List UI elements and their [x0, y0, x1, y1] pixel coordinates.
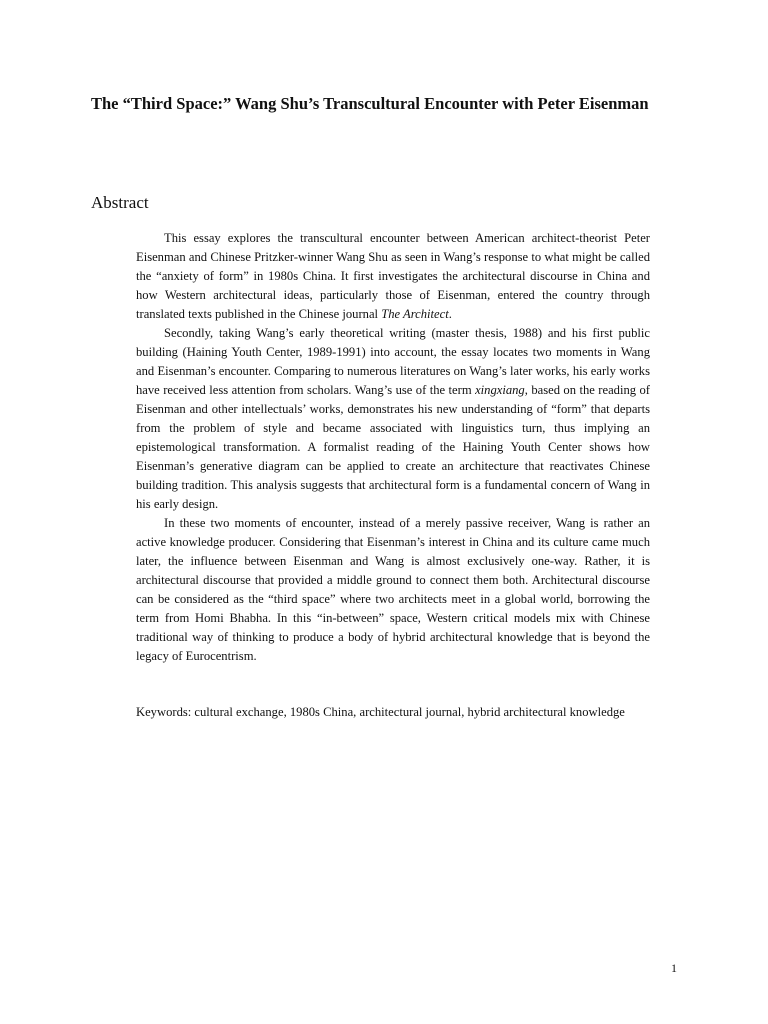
- paragraph-text: , based on the reading of Eisenman and other intellectuals’ works, demonstrates his new understanding of “form” that departs from the problem of style and became associated with linguistics turn, thus implying an epistemological transformation. A formalist reading of the Haining Youth Center shows how Eisenman’s generative diagram can be applied to create an architecture that reactivates Chinese building tradition. This analysis suggests that architectural form is a fundamental concern of Wang in his early design.: [136, 383, 650, 511]
- abstract-paragraph: [136, 514, 650, 666]
- abstract-paragraph: [136, 229, 650, 324]
- abstract-paragraph: [136, 324, 650, 514]
- keywords: Keywords: cultural exchange, 1980s China, architectural journal, hybrid architectural knowledge: [136, 705, 625, 719]
- italic-term: xingxiang: [475, 383, 525, 397]
- paragraph-text: This essay explores the transcultural encounter between American architect-theorist Peter Eisenman and Chinese Pritzker-winner Wang Shu as seen in Wang’s response to what might be called the “anxiety of form” in 1980s China. It first investigates the architectural discourse in China and how Western architectural ideas, particularly those of Eisenman, entered the country through translated texts published in the Chinese journal: [136, 231, 650, 321]
- journal-title: The Architect: [381, 307, 449, 321]
- page-number: 1: [671, 961, 677, 975]
- paragraph-text: In these two moments of encounter, instead of a merely passive receiver, Wang is rather an active knowledge producer. Considering that Eisenman’s interest in China and its culture came much later, the influence between Eisenman and Wang is almost exclusively one-way. Rather, it is architectural discourse that provided a middle ground to connect them both. Architectural discourse can be considered as the “third space” where two architects meet in a global world, borrowing the term from Homi Bhabha. In this “in-between” space, Western critical models mix with Chinese traditional way of thinking to produce a body of hybrid architectural knowledge that is beyond the legacy of Eurocentrism.: [136, 516, 650, 663]
- abstract-body: [136, 229, 650, 666]
- abstract-heading: Abstract: [91, 193, 149, 212]
- paragraph-text: Secondly, taking Wang’s early theoretical writing (master thesis, 1988) and his first public building (Haining Youth Center, 1989-1991) into account, the essay locates two moments in Wang and Eisenman’s encounter. Comparing to numerous literatures on Wang’s later works, his early works have received less attention from scholars. Wang’s use of the term: [136, 326, 650, 397]
- document-title: The “Third Space:” Wang Shu’s Transcultural Encounter with Peter Eisenman: [91, 94, 649, 113]
- paragraph-text: .: [448, 307, 452, 321]
